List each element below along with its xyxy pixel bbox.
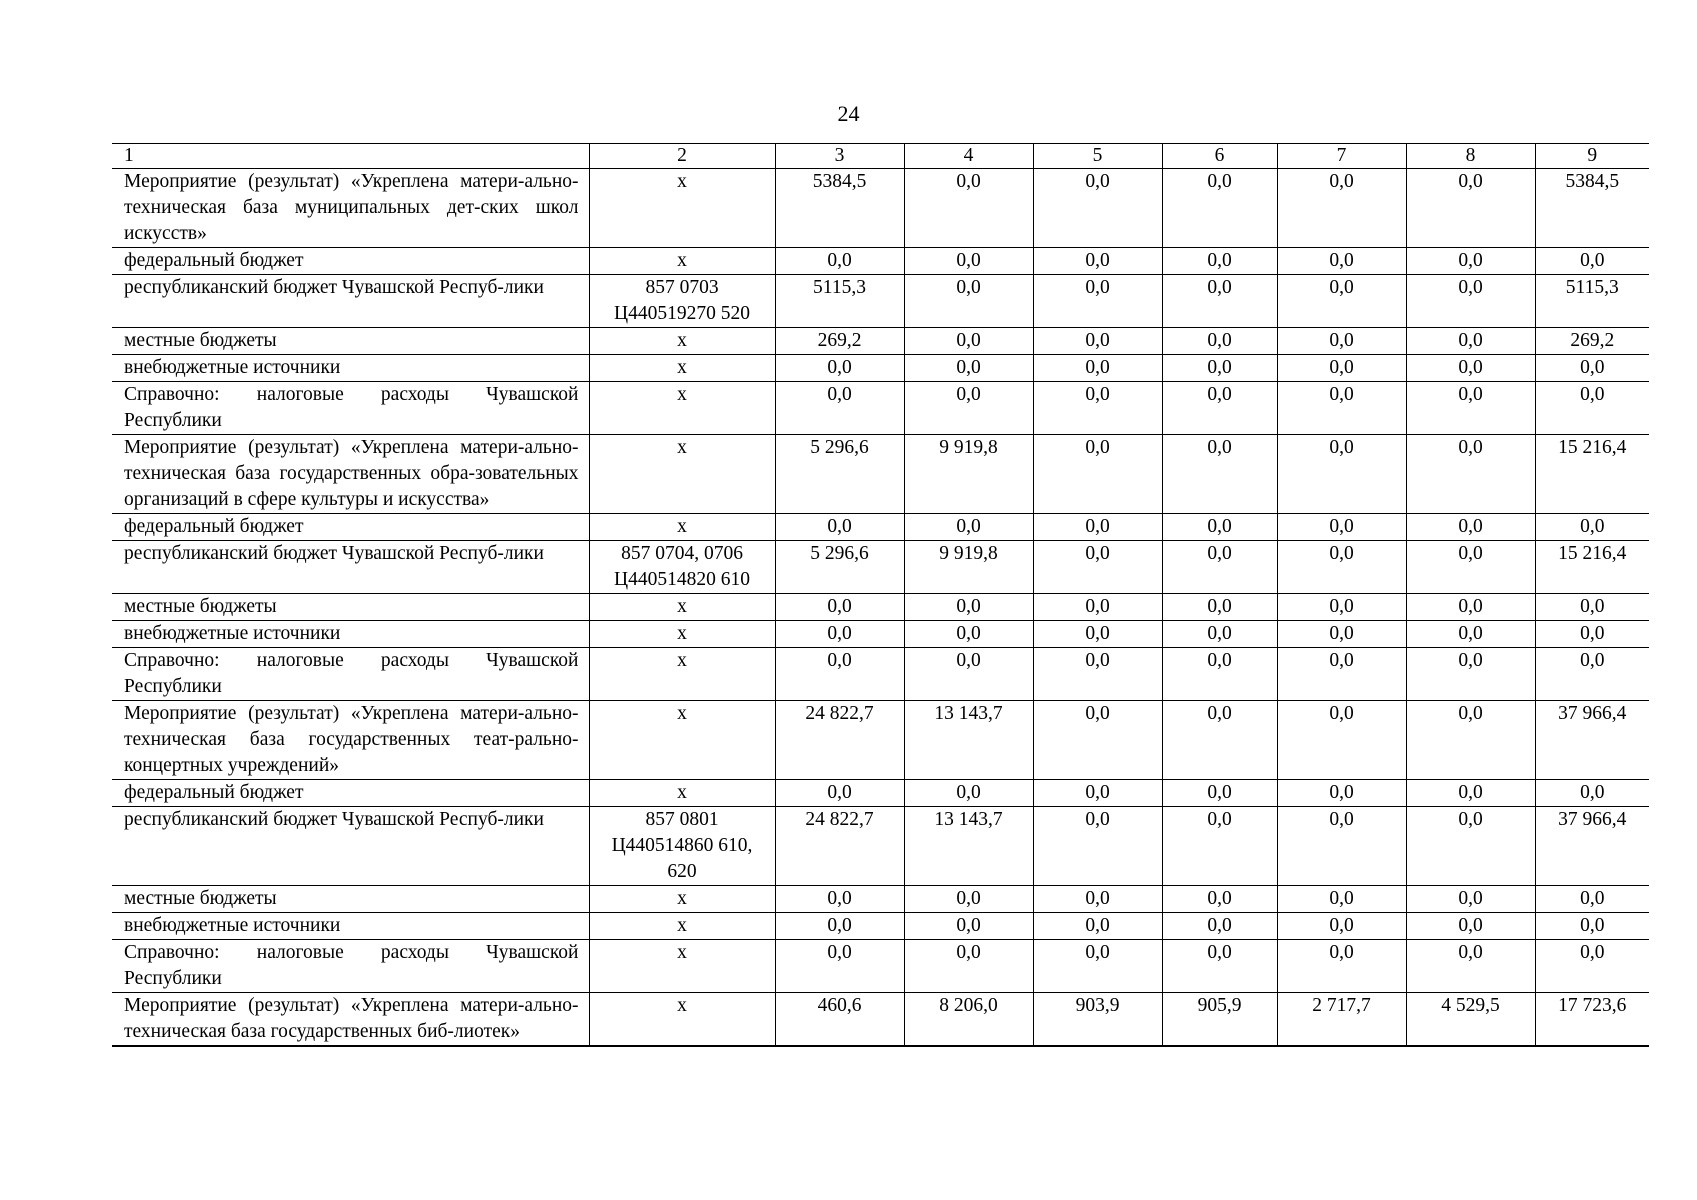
table-row: [112, 248, 1649, 275]
value-cell: 5384,5: [775, 169, 904, 248]
table-row: [112, 382, 1649, 435]
table-row: [112, 514, 1649, 541]
row-label-cell: внебюджетные источники: [112, 913, 589, 940]
value-cell: 0,0: [1277, 913, 1406, 940]
total-cell: 269,2: [1535, 328, 1649, 355]
value-cell: 0,0: [1162, 621, 1277, 648]
value-cell: 0,0: [1033, 514, 1162, 541]
value-cell: 0,0: [904, 648, 1033, 701]
value-cell: 24 822,7: [775, 807, 904, 886]
row-label-cell: внебюджетные источники: [112, 621, 589, 648]
value-cell: 0,0: [1277, 648, 1406, 701]
budget-code-cell: x: [589, 648, 775, 701]
value-cell: 0,0: [1033, 248, 1162, 275]
value-cell: 0,0: [775, 248, 904, 275]
value-cell: 0,0: [1406, 435, 1535, 514]
value-cell: 5 296,6: [775, 435, 904, 514]
budget-code-cell: x: [589, 355, 775, 382]
table-row: [112, 355, 1649, 382]
value-cell: 269,2: [775, 328, 904, 355]
value-cell: 0,0: [904, 514, 1033, 541]
budget-code-cell: x: [589, 913, 775, 940]
budget-code-cell: x: [589, 594, 775, 621]
value-cell: 0,0: [1406, 886, 1535, 913]
column-header: 8: [1406, 144, 1535, 169]
table-row: [112, 435, 1649, 514]
value-cell: 13 143,7: [904, 807, 1033, 886]
row-label-cell: республиканский бюджет Чувашской Респуб-лики: [112, 807, 589, 886]
column-header: 6: [1162, 144, 1277, 169]
row-label-cell: Мероприятие (результат) «Укреплена матери-ально-техническая база государственных биб-лиотек»: [112, 993, 589, 1047]
value-cell: 5115,3: [775, 275, 904, 328]
value-cell: 0,0: [1162, 780, 1277, 807]
column-header: 9: [1535, 144, 1649, 169]
value-cell: 0,0: [1277, 382, 1406, 435]
value-cell: 5 296,6: [775, 541, 904, 594]
table-row: [112, 275, 1649, 328]
budget-code-cell: x: [589, 514, 775, 541]
value-cell: 4 529,5: [1406, 993, 1535, 1047]
value-cell: 0,0: [1406, 248, 1535, 275]
value-cell: 0,0: [775, 780, 904, 807]
value-cell: 0,0: [1162, 169, 1277, 248]
value-cell: 0,0: [1277, 701, 1406, 780]
total-cell: 0,0: [1535, 594, 1649, 621]
value-cell: 0,0: [1033, 541, 1162, 594]
value-cell: 0,0: [1406, 594, 1535, 621]
budget-code-cell: x: [589, 886, 775, 913]
column-header: 5: [1033, 144, 1162, 169]
budget-table: [112, 143, 1649, 1047]
budget-code-cell: x: [589, 382, 775, 435]
row-label-cell: федеральный бюджет: [112, 248, 589, 275]
total-cell: 0,0: [1535, 382, 1649, 435]
table-row: [112, 780, 1649, 807]
value-cell: 0,0: [904, 275, 1033, 328]
budget-code-cell: 857 0704, 0706 Ц440514820 610: [589, 541, 775, 594]
value-cell: 0,0: [1162, 435, 1277, 514]
value-cell: 0,0: [775, 382, 904, 435]
total-cell: 0,0: [1535, 621, 1649, 648]
total-cell: 0,0: [1535, 780, 1649, 807]
column-header: 2: [589, 144, 775, 169]
value-cell: 0,0: [1162, 940, 1277, 993]
value-cell: 0,0: [1406, 275, 1535, 328]
value-cell: 9 919,8: [904, 541, 1033, 594]
total-cell: 15 216,4: [1535, 541, 1649, 594]
total-cell: 0,0: [1535, 514, 1649, 541]
value-cell: 0,0: [1162, 382, 1277, 435]
table-row: [112, 807, 1649, 886]
value-cell: 13 143,7: [904, 701, 1033, 780]
value-cell: 0,0: [1162, 913, 1277, 940]
value-cell: 24 822,7: [775, 701, 904, 780]
value-cell: 0,0: [1162, 275, 1277, 328]
value-cell: 0,0: [1277, 169, 1406, 248]
value-cell: 0,0: [1162, 807, 1277, 886]
value-cell: 8 206,0: [904, 993, 1033, 1047]
value-cell: 0,0: [1406, 541, 1535, 594]
value-cell: 0,0: [1162, 541, 1277, 594]
value-cell: 2 717,7: [1277, 993, 1406, 1047]
value-cell: 0,0: [775, 648, 904, 701]
value-cell: 0,0: [1277, 541, 1406, 594]
value-cell: 0,0: [904, 940, 1033, 993]
value-cell: 0,0: [1406, 807, 1535, 886]
table-row: [112, 541, 1649, 594]
row-label-cell: внебюджетные источники: [112, 355, 589, 382]
value-cell: 0,0: [775, 913, 904, 940]
value-cell: 0,0: [1033, 355, 1162, 382]
value-cell: 0,0: [904, 913, 1033, 940]
value-cell: 0,0: [1162, 355, 1277, 382]
value-cell: 0,0: [775, 886, 904, 913]
value-cell: 0,0: [1277, 355, 1406, 382]
value-cell: 0,0: [1406, 913, 1535, 940]
table-row: [112, 594, 1649, 621]
value-cell: 0,0: [1277, 435, 1406, 514]
table-row: [112, 701, 1649, 780]
row-label-cell: Справочно: налоговые расходы Чувашской Республики: [112, 940, 589, 993]
row-label-cell: Мероприятие (результат) «Укреплена матери-ально-техническая база государственных теат-рально-концертных учреждений»: [112, 701, 589, 780]
budget-code-cell: x: [589, 169, 775, 248]
table-row: [112, 913, 1649, 940]
total-cell: 0,0: [1535, 940, 1649, 993]
value-cell: 0,0: [1162, 648, 1277, 701]
value-cell: 0,0: [1277, 780, 1406, 807]
column-header: 7: [1277, 144, 1406, 169]
value-cell: 0,0: [1033, 701, 1162, 780]
column-header: 4: [904, 144, 1033, 169]
value-cell: 0,0: [1033, 913, 1162, 940]
value-cell: 0,0: [904, 594, 1033, 621]
value-cell: 0,0: [904, 248, 1033, 275]
header-row: [112, 144, 1649, 169]
row-label-cell: республиканский бюджет Чувашской Респуб-лики: [112, 541, 589, 594]
value-cell: 0,0: [1033, 886, 1162, 913]
table-row: [112, 648, 1649, 701]
row-label-cell: республиканский бюджет Чувашской Респуб-лики: [112, 275, 589, 328]
row-label-cell: Справочно: налоговые расходы Чувашской Республики: [112, 648, 589, 701]
value-cell: 0,0: [1406, 514, 1535, 541]
value-cell: 0,0: [1162, 594, 1277, 621]
page-number: 24: [837, 101, 860, 126]
value-cell: 0,0: [1033, 328, 1162, 355]
value-cell: 0,0: [904, 382, 1033, 435]
value-cell: 0,0: [1277, 594, 1406, 621]
budget-code-cell: x: [589, 993, 775, 1047]
budget-code-cell: 857 0801 Ц440514860 610, 620: [589, 807, 775, 886]
value-cell: 0,0: [1277, 621, 1406, 648]
value-cell: 0,0: [1162, 701, 1277, 780]
value-cell: 0,0: [904, 886, 1033, 913]
value-cell: 0,0: [1406, 328, 1535, 355]
value-cell: 0,0: [775, 514, 904, 541]
value-cell: 0,0: [1406, 621, 1535, 648]
value-cell: 0,0: [1406, 940, 1535, 993]
total-cell: 15 216,4: [1535, 435, 1649, 514]
budget-code-cell: x: [589, 940, 775, 993]
value-cell: 0,0: [1277, 248, 1406, 275]
budget-code-cell: x: [589, 248, 775, 275]
row-label-cell: федеральный бюджет: [112, 514, 589, 541]
budget-code-cell: x: [589, 780, 775, 807]
value-cell: 0,0: [1406, 780, 1535, 807]
value-cell: 0,0: [1406, 648, 1535, 701]
column-header: 3: [775, 144, 904, 169]
value-cell: 0,0: [1162, 248, 1277, 275]
total-cell: 0,0: [1535, 913, 1649, 940]
budget-code-cell: x: [589, 621, 775, 648]
row-label-cell: федеральный бюджет: [112, 780, 589, 807]
row-label-cell: Мероприятие (результат) «Укреплена матери-ально-техническая база государственных обра-зовательных организаций в сфере культуры и искусства»: [112, 435, 589, 514]
value-cell: 0,0: [1033, 648, 1162, 701]
total-cell: 37 966,4: [1535, 807, 1649, 886]
value-cell: 0,0: [904, 328, 1033, 355]
budget-code-cell: x: [589, 701, 775, 780]
table-row: [112, 886, 1649, 913]
value-cell: 0,0: [1277, 807, 1406, 886]
budget-code-cell: x: [589, 435, 775, 514]
total-cell: 0,0: [1535, 648, 1649, 701]
row-label-cell: Справочно: налоговые расходы Чувашской Республики: [112, 382, 589, 435]
value-cell: 460,6: [775, 993, 904, 1047]
column-header: 1: [112, 144, 589, 169]
total-cell: 0,0: [1535, 886, 1649, 913]
value-cell: 0,0: [1033, 594, 1162, 621]
total-cell: 0,0: [1535, 248, 1649, 275]
value-cell: 0,0: [1033, 275, 1162, 328]
table-row: [112, 169, 1649, 248]
value-cell: 0,0: [1033, 807, 1162, 886]
row-label-cell: местные бюджеты: [112, 594, 589, 621]
value-cell: 0,0: [1033, 435, 1162, 514]
value-cell: 0,0: [775, 594, 904, 621]
value-cell: 0,0: [1033, 621, 1162, 648]
value-cell: 0,0: [1162, 886, 1277, 913]
value-cell: 0,0: [1033, 382, 1162, 435]
row-label-cell: местные бюджеты: [112, 328, 589, 355]
budget-code-cell: 857 0703 Ц440519270 520: [589, 275, 775, 328]
total-cell: 5384,5: [1535, 169, 1649, 248]
table-row: [112, 993, 1649, 1047]
value-cell: 0,0: [775, 355, 904, 382]
value-cell: 0,0: [1033, 940, 1162, 993]
value-cell: 0,0: [1406, 169, 1535, 248]
value-cell: 0,0: [1033, 169, 1162, 248]
value-cell: 0,0: [904, 355, 1033, 382]
total-cell: 17 723,6: [1535, 993, 1649, 1047]
value-cell: 0,0: [1162, 514, 1277, 541]
value-cell: 0,0: [904, 169, 1033, 248]
total-cell: 37 966,4: [1535, 701, 1649, 780]
value-cell: 0,0: [1277, 328, 1406, 355]
total-cell: 5115,3: [1535, 275, 1649, 328]
value-cell: 0,0: [904, 780, 1033, 807]
value-cell: 905,9: [1162, 993, 1277, 1047]
value-cell: 0,0: [775, 621, 904, 648]
value-cell: 0,0: [904, 621, 1033, 648]
row-label-cell: Мероприятие (результат) «Укреплена матери-ально-техническая база муниципальных дет-ских школ искусств»: [112, 169, 589, 248]
value-cell: 0,0: [1277, 940, 1406, 993]
row-label-cell: местные бюджеты: [112, 886, 589, 913]
table-row: [112, 328, 1649, 355]
value-cell: 0,0: [1406, 382, 1535, 435]
value-cell: 0,0: [1277, 886, 1406, 913]
value-cell: 0,0: [1277, 275, 1406, 328]
value-cell: 0,0: [1033, 780, 1162, 807]
value-cell: 9 919,8: [904, 435, 1033, 514]
value-cell: 0,0: [775, 940, 904, 993]
value-cell: 0,0: [1277, 514, 1406, 541]
value-cell: 903,9: [1033, 993, 1162, 1047]
table-row: [112, 621, 1649, 648]
total-cell: 0,0: [1535, 355, 1649, 382]
value-cell: 0,0: [1406, 701, 1535, 780]
budget-code-cell: x: [589, 328, 775, 355]
value-cell: 0,0: [1162, 328, 1277, 355]
value-cell: 0,0: [1406, 355, 1535, 382]
table-row: [112, 940, 1649, 993]
